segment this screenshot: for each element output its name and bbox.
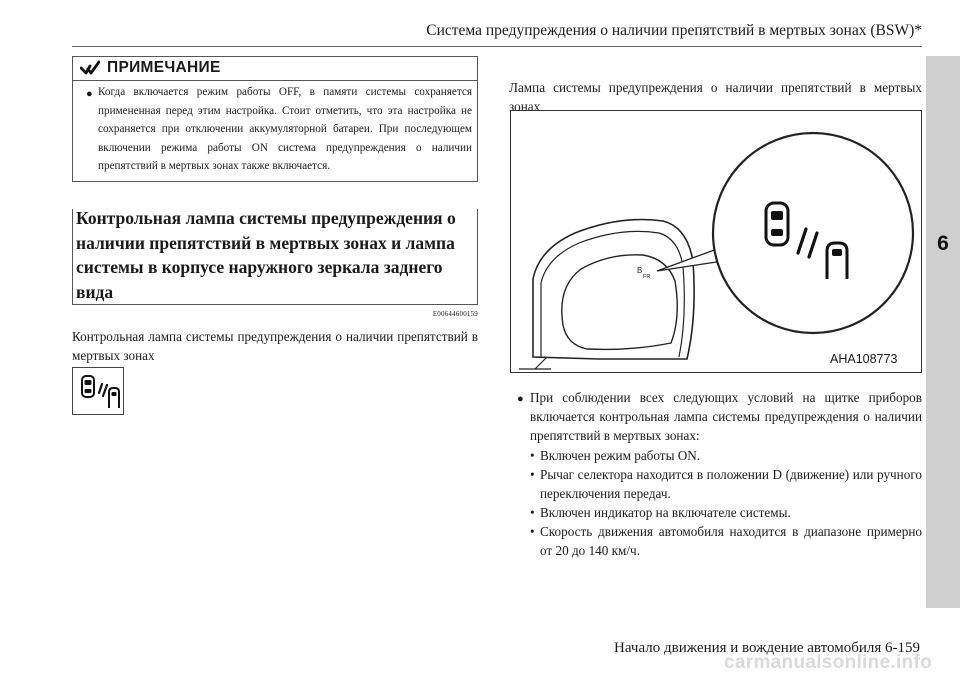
note-heading <box>80 59 221 77</box>
condition-text: Включен индикатор на включателе системы. <box>540 505 791 520</box>
conditions-intro: При соблюдении всех следующих условий на щитке приборов включается контрольная лампа системы предупреждения о наличии препятствий в мертвых зонах: <box>530 390 922 443</box>
bsw-indicator-icon <box>72 367 124 415</box>
figure-label: AHA108773 <box>830 352 898 366</box>
note-divider <box>72 80 478 81</box>
mirror-illustration <box>511 111 921 372</box>
section-code: E00644600159 <box>432 310 478 318</box>
header-divider <box>72 46 922 47</box>
chapter-side-tab <box>926 56 960 608</box>
conditions-bullet: ● <box>517 393 524 405</box>
note-text: Когда включается режим работы OFF, в памяти системы сохраняется примененная перед этим настройка. Стоит отметить, что эта настройка не сохраняется при отключении аккумуляторной батареи. При последующем включении режима работы ON система предупреждения о наличии препятствий в мертвых зонах также включается. <box>98 86 472 172</box>
page-footer: Начало движения и вождение автомобиля 6-159 <box>614 640 920 656</box>
condition-dot: • <box>530 448 535 463</box>
condition-item <box>530 522 922 560</box>
mirror-lamp-mark: B <box>637 266 643 275</box>
check-icon <box>80 60 100 76</box>
note-heading-label: ПРИМЕЧАНИЕ <box>107 59 221 76</box>
page-header-title: Система предупреждения о наличии препятствий в мертвых зонах (BSW)* <box>426 22 922 39</box>
right-intro-text: Лампа системы предупреждения о наличии препятствий в мертвых зонах <box>509 80 922 114</box>
condition-item <box>530 446 922 465</box>
condition-dot: • <box>530 524 535 539</box>
watermark: carmanualsonline.info <box>724 652 932 673</box>
condition-text: Включен режим работы ON. <box>540 448 701 463</box>
condition-dot: • <box>530 505 535 520</box>
condition-item <box>530 503 922 522</box>
condition-text: Скорость движения автомобиля находится в диапазоне примерно от 20 до 140 км/ч. <box>540 524 922 558</box>
chapter-number: 6 <box>937 232 949 255</box>
left-body-text: Контрольная лампа системы предупреждения о наличии препятствий в мертвых зонах <box>72 329 478 363</box>
mirror-lamp-mark-sub: FR <box>643 274 651 280</box>
condition-item <box>530 465 922 503</box>
condition-text: Рычаг селектора находится в положении D (движение) или ручного переключения передач. <box>540 467 922 501</box>
condition-dot: • <box>530 467 535 482</box>
section-heading: Контрольная лампа системы предупреждения о наличии препятствий в мертвых зонах и лампа системы в корпусе наружного зеркала заднего вида <box>76 208 456 302</box>
mirror-figure <box>510 110 922 373</box>
note-bullet: ● <box>86 88 93 100</box>
